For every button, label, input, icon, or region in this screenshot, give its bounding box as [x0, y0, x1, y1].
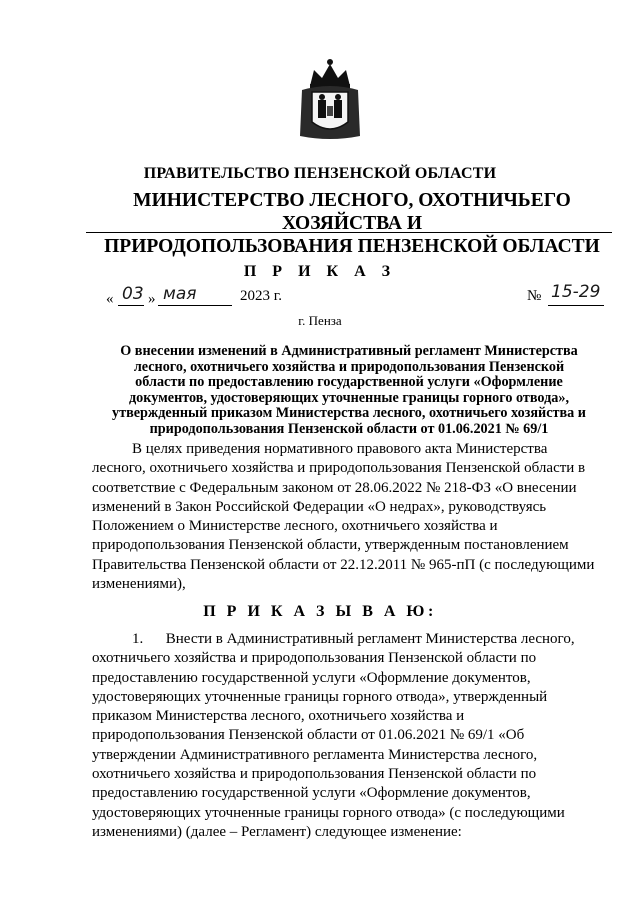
subject-line: лесного, охотничьего хозяйства и природопользования Пензенской [133, 358, 565, 375]
order-verb-heading: П Р И К А З Ы В А Ю: [203, 603, 437, 620]
item-1-line: удостоверяющих уточненные границы горного отвода» (с последующими [92, 804, 565, 821]
preamble-line: природопользования Пензенской области, утвержденным постановлением [92, 537, 569, 554]
item-1-line: изменениями) (далее – Регламент) следующее изменение: [92, 823, 462, 840]
item-1-line: предоставлению государственной услуги «Оформление документов, [92, 785, 531, 802]
date-close-quote: » [148, 291, 156, 307]
date-month-handwritten: мая [163, 284, 197, 304]
number-label: № [527, 288, 542, 304]
preamble-line: изменений в Закон Российской Федерации «О недрах», руководствуясь [92, 498, 547, 515]
ministry-title [86, 189, 618, 258]
item-1-line: охотничьего хозяйства и природопользования Пензенской области по [92, 766, 537, 783]
document-subject [92, 344, 606, 437]
number-value-handwritten: 15-29 [551, 282, 601, 302]
date-year: 2023 г. [240, 288, 282, 304]
ministry-title-line1: МИНИСТЕРСТВО ЛЕСНОГО, ОХОТНИЧЬЕГО ХОЗЯЙСТВА И [133, 190, 571, 234]
item-1-line: утверждении Административного регламента Министерства лесного, [92, 746, 538, 763]
preamble-line: Правительства Пензенской области от 22.12.2011 № 965-пП (с последующими [92, 556, 595, 573]
preamble-line: В целях приведения нормативного правового акта Министерства [132, 441, 548, 457]
subject-line: документов, удостоверяющих уточненные границы горного отвода», [128, 389, 570, 406]
item-1-line: природопользования Пензенской области от 01.06.2021 № 69/1 «Об [92, 727, 525, 744]
subject-line: О внесении изменений в Административный регламент Министерства [120, 343, 578, 359]
document-city: г. Пенза [298, 313, 342, 328]
date-month-underline [158, 305, 232, 306]
item-1-line: охотничьего хозяйства и природопользования Пензенской области по [92, 650, 537, 667]
subject-line: утвержденный приказом Министерства лесного, охотничьего хозяйства и [112, 405, 586, 421]
preamble-paragraph [92, 440, 606, 594]
date-open-quote: « [106, 291, 114, 307]
item-1-paragraph [92, 630, 606, 842]
preamble-line: Положением о Министерстве лесного, охотничьего хозяйства и [92, 518, 498, 535]
subject-line: области по предоставлению государственной услуги «Оформление [135, 374, 563, 390]
item-1-line: 1. Внести в Административный регламент Министерства лесного, [132, 631, 575, 647]
preamble-line: лесного, охотничьего хозяйства и природопользования Пензенской области в [92, 460, 586, 477]
coat-of-arms-emblem [296, 56, 364, 142]
government-title: ПРАВИТЕЛЬСТВО ПЕНЗЕНСКОЙ ОБЛАСТИ [143, 165, 497, 182]
date-day-underline [118, 305, 144, 306]
header-divider [86, 232, 612, 233]
document-type-title: П Р И К А З [243, 263, 397, 280]
subject-line: природопользования Пензенской области от 01.06.2021 № 69/1 [149, 420, 549, 437]
preamble-line: изменениями), [92, 576, 186, 593]
item-1-line: предоставлению государственной услуги «Оформление документов, [92, 669, 531, 686]
date-day-handwritten: 03 [122, 284, 144, 304]
ministry-title-line2: ПРИРОДОПОЛЬЗОВАНИЯ ПЕНЗЕНСКОЙ ОБЛАСТИ [104, 236, 600, 257]
preamble-line: соответствие с Федеральным законом от 28.06.2022 № 218-ФЗ «О внесении [92, 479, 577, 496]
item-1-line: приказом Министерства лесного, охотничьего хозяйства и [92, 708, 465, 725]
number-underline [548, 305, 604, 306]
item-1-line: удостоверяющих уточненные границы горного отвода», утвержденный [92, 688, 548, 705]
